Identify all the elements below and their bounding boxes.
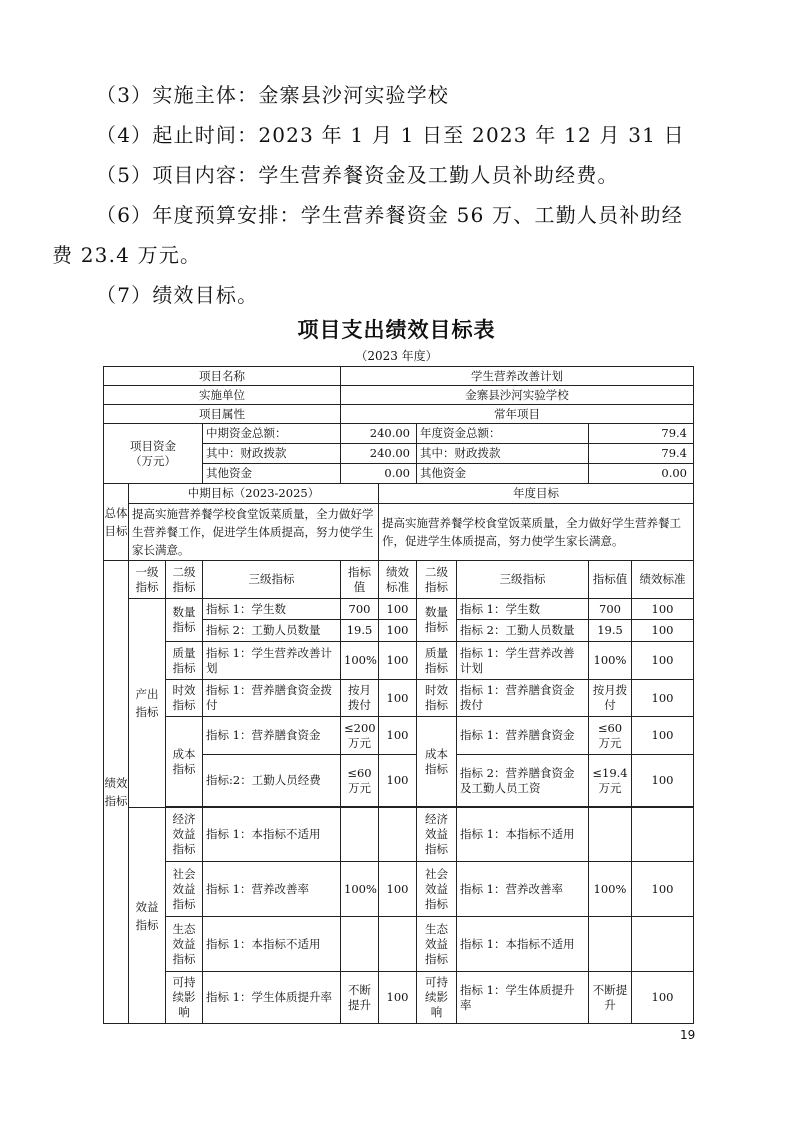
cost-r1-std: 100: [379, 717, 417, 755]
eco-l2-year: 生态效益指标: [417, 917, 457, 972]
economic-name-year: 指标 1：本指标不适用: [457, 808, 589, 862]
header-standard-year: 绩效标准: [632, 561, 694, 599]
year-fiscal-value: 79.4: [589, 444, 694, 464]
table-row: [104, 405, 694, 424]
sustain-std-year: 100: [632, 972, 694, 1024]
quality-l2: 质量指标: [166, 642, 203, 680]
sustain-l2: 可持续影响: [166, 972, 203, 1024]
eco-name: 指标 1：本指标不适用: [203, 917, 341, 972]
cost-r2-std: 100: [379, 755, 417, 807]
qty-r1-std-year: 100: [632, 599, 694, 620]
social-name: 指标 1：营养改善率: [203, 862, 341, 917]
header-level3-year: 三级指标: [457, 561, 589, 599]
year-goal-header: 年度目标: [379, 484, 694, 504]
cost-r2-std-year: 100: [632, 755, 694, 807]
qty-r2-value-year: 19.5: [589, 620, 632, 642]
qty-r2-std: 100: [379, 620, 417, 642]
header-level3: 三级指标: [203, 561, 341, 599]
paragraph-budget-cont: 费 23.4 万元。: [52, 243, 202, 267]
eco-name-year: 指标 1：本指标不适用: [457, 917, 589, 972]
table-title: 项目支出绩效目标表: [297, 318, 496, 342]
cost-r1-value-year: ≤60 万元: [589, 717, 632, 755]
output-label: 产出指标: [129, 599, 166, 808]
eco-l2: 生态效益指标: [166, 917, 203, 972]
header-standard: 绩效标准: [379, 561, 417, 599]
mid-fiscal-label: 其中：财政拨款: [203, 444, 341, 464]
sustain-name: 指标 1：学生体质提升率: [203, 972, 341, 1024]
economic-std: [379, 808, 417, 862]
social-std-year: 100: [632, 862, 694, 917]
year-other-label: 其他资金: [417, 464, 589, 484]
perf-label: 绩效指标: [104, 561, 129, 1024]
quality-l2-year: 质量指标: [417, 642, 457, 680]
qty-r1-name-year: 指标 1：学生数: [457, 599, 589, 620]
header-value: 指标值: [341, 561, 379, 599]
unit-value: 金寨县沙河实验学校: [341, 386, 694, 405]
cost-l2: 成本指标: [166, 717, 203, 807]
table-row: [104, 717, 694, 755]
timely-name: 指标 1：营养膳食资金拨付: [203, 680, 341, 717]
paragraph-budget: （6）年度预算安排：学生营养餐资金 56 万、工勤人员补助经: [96, 203, 683, 227]
social-l2: 社会效益指标: [166, 862, 203, 917]
sustain-name-year: 指标 1：学生体质提升率: [457, 972, 589, 1024]
table-row: [104, 386, 694, 405]
qty-r2-value: 19.5: [341, 620, 379, 642]
header-level1: 一级指标: [129, 561, 166, 599]
economic-name: 指标 1：本指标不适用: [203, 808, 341, 862]
funds-label-line1: 项目资金: [130, 438, 176, 453]
quality-std-year: 100: [632, 642, 694, 680]
qty-r1-name: 指标 1：学生数: [203, 599, 341, 620]
cost-l2-year: 成本指标: [417, 717, 457, 807]
table-row: [104, 561, 694, 599]
table-year: （2023 年度）: [355, 349, 438, 363]
cost-r1-name: 指标 1：营养膳食资金: [203, 717, 341, 755]
timely-value: 按月拨付: [341, 680, 379, 717]
economic-std-year: [632, 808, 694, 862]
quality-value: 100%: [341, 642, 379, 680]
performance-table: [103, 366, 694, 1024]
quality-name-year: 指标 1：学生营养改善计划: [457, 642, 589, 680]
economic-value: [341, 808, 379, 862]
quality-std: 100: [379, 642, 417, 680]
eco-std-year: [632, 917, 694, 972]
cost-r1-std-year: 100: [632, 717, 694, 755]
mid-goal-header: 中期目标（2023-2025）: [129, 484, 379, 504]
sustain-value: 不断提升: [341, 972, 379, 1024]
attr-value: 常年项目: [341, 405, 694, 424]
table-row: [104, 680, 694, 717]
social-std: 100: [379, 862, 417, 917]
goal-label: 总体目标: [104, 484, 129, 561]
eco-std: [379, 917, 417, 972]
header-level2: 二级指标: [166, 561, 203, 599]
header-level2-year: 二级指标: [417, 561, 457, 599]
table-row: [104, 504, 694, 561]
qty-r2-std-year: 100: [632, 620, 694, 642]
mid-total-label: 中期资金总额：: [203, 424, 341, 444]
social-l2-year: 社会效益指标: [417, 862, 457, 917]
unit-label: 实施单位: [104, 386, 341, 405]
table-row: [104, 642, 694, 680]
eco-value-year: [589, 917, 632, 972]
social-name-year: 指标 1：营养改善率: [457, 862, 589, 917]
economic-l2-year: 经济效益指标: [417, 808, 457, 862]
benefit-label: 效益指标: [129, 808, 166, 1024]
timely-l2-year: 时效指标: [417, 680, 457, 717]
cost-r1-value: ≤200 万元: [341, 717, 379, 755]
timely-std: 100: [379, 680, 417, 717]
timely-name-year: 指标 1：营养膳食资金拨付: [457, 680, 589, 717]
year-fiscal-label: 其中：财政拨款: [417, 444, 589, 464]
quality-name: 指标 1：学生营养改善计划: [203, 642, 341, 680]
sustain-value-year: 不断提升: [589, 972, 632, 1024]
paragraph-content: （5）项目内容：学生营养餐资金及工勤人员补助经费。: [96, 163, 619, 187]
table-row: [104, 917, 694, 972]
cost-r1-name-year: 指标 1：营养膳食资金: [457, 717, 589, 755]
qty-r1-std: 100: [379, 599, 417, 620]
qty-l2-year: 数量指标: [417, 599, 457, 642]
eco-value: [341, 917, 379, 972]
paragraph-implementer: （3）实施主体：金寨县沙河实验学校: [96, 83, 450, 107]
cost-r2-name-year: 指标 2：营养膳食资金及工勤人员工资: [457, 755, 589, 807]
sustain-l2-year: 可持续影响: [417, 972, 457, 1024]
project-name-label: 项目名称: [104, 367, 341, 386]
table-row: [104, 972, 694, 1024]
economic-l2: 经济效益指标: [166, 808, 203, 862]
year-total-value: 79.4: [589, 424, 694, 444]
timely-std-year: 100: [632, 680, 694, 717]
paragraph-goals: （7）绩效目标。: [96, 283, 259, 307]
qty-r2-name-year: 指标 2：工勤人员数量: [457, 620, 589, 642]
table-row: [104, 484, 694, 504]
qty-l2: 数量指标: [166, 599, 203, 642]
timely-value-year: 按月拨付: [589, 680, 632, 717]
table-row: [104, 862, 694, 917]
cost-r2-value-year: ≤19.4 万元: [589, 755, 632, 807]
cost-r2-value: ≤60 万元: [341, 755, 379, 807]
quality-value-year: 100%: [589, 642, 632, 680]
qty-r2-name: 指标 2：工勤人员数量: [203, 620, 341, 642]
project-name: 学生营养改善计划: [341, 367, 694, 386]
table-row: [104, 424, 694, 444]
funds-label: [104, 424, 203, 484]
funds-label-line2: （万元）: [130, 453, 176, 468]
header-value-year: 指标值: [589, 561, 632, 599]
attr-label: 项目属性: [104, 405, 341, 424]
mid-goal-text: 提高实施营养餐学校食堂饭菜质量，全力做好学生营养餐工作，促进学生体质提高，努力使学生家长满意。: [129, 504, 379, 561]
table-row: [104, 808, 694, 862]
mid-fiscal-value: 240.00: [341, 444, 417, 464]
timely-l2: 时效指标: [166, 680, 203, 717]
social-value-year: 100%: [589, 862, 632, 917]
page-number: 19: [680, 1028, 696, 1042]
economic-value-year: [589, 808, 632, 862]
social-value: 100%: [341, 862, 379, 917]
cost-r2-name: 指标:2：工勤人员经费: [203, 755, 341, 807]
year-total-label: 年度资金总额：: [417, 424, 589, 444]
table-row: [104, 367, 694, 386]
sustain-std: 100: [379, 972, 417, 1024]
mid-other-value: 0.00: [341, 464, 417, 484]
paragraph-period: （4）起止时间：2023 年 1 月 1 日至 2023 年 12 月 31 日: [96, 123, 685, 147]
year-goal-text: 提高实施营养餐学校食堂饭菜质量，全力做好学生营养餐工作，促进学生体质提高，努力使学生家长满意。: [379, 504, 694, 561]
qty-r1-value-year: 700: [589, 599, 632, 620]
year-other-value: 0.00: [589, 464, 694, 484]
qty-r1-value: 700: [341, 599, 379, 620]
mid-other-label: 其他资金: [203, 464, 341, 484]
mid-total-value: 240.00: [341, 424, 417, 444]
table-row: [104, 599, 694, 620]
